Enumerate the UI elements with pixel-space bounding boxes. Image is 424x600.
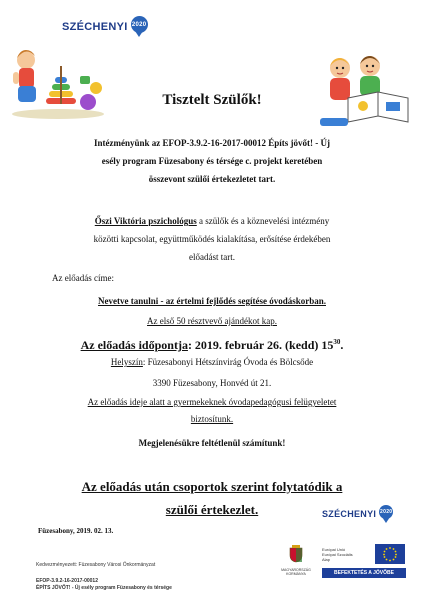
children-reading-illustration	[318, 52, 416, 130]
intro-paragraph	[0, 137, 424, 185]
project-code: EFOP-3.9.2-16-2017-00012	[36, 578, 98, 584]
logo-year: 2020	[379, 505, 393, 519]
szechenyi-logo-footer	[322, 505, 393, 523]
logo-text: SZÉCHENYI	[62, 20, 128, 33]
topic-title: Nevetve tanulni - az értelmi fejlődés segítése óvodáskorban.	[98, 296, 326, 306]
venue-address: 3390 Füzesabony, Honvéd út 21.	[152, 378, 272, 388]
government-logo	[276, 545, 316, 576]
schedule-minutes: 30	[333, 338, 341, 346]
speaker-paragraph	[0, 215, 424, 263]
supervision-paragraph	[0, 396, 424, 425]
coat-of-arms-icon	[289, 545, 303, 563]
groups-line: Az előadás után csoportok szerint folytatódik a	[81, 479, 343, 494]
schedule-label: Az előadás időpontja	[80, 338, 188, 352]
document-date: Füzesabony, 2019. 02. 13.	[38, 527, 114, 535]
page-title: Tisztelt Szülők!	[162, 92, 262, 108]
eu-text: Európai Szociális	[322, 551, 353, 557]
schedule-line: Az előadás időpontja: 2019. február 26. (kedd) $15^{30}$.	[80, 338, 344, 352]
intro-line: összevont szülői értekezletet tart.	[148, 174, 276, 184]
venue-name: : Füzesabonyi Hétszínvirág Óvoda és Bölcsőde	[142, 357, 314, 367]
logo-text: SZÉCHENYI	[322, 509, 377, 519]
speaker-text: előadást tart.	[189, 252, 235, 262]
invest-banner: BEFEKTETÉS A JÖVŐBE	[322, 568, 406, 578]
eu-flag-icon	[375, 544, 405, 564]
topic-label: Az előadás címe:	[52, 273, 114, 283]
speaker-text: a szülők és a köznevelési intézmény	[196, 216, 330, 226]
logo-badge	[379, 505, 393, 523]
closing-line: Megjelenésükre feltétlenül számítunk!	[138, 438, 286, 448]
eu-logo-block	[322, 544, 406, 578]
supervision-line: biztosítunk.	[190, 414, 234, 424]
eu-text: Európai Unió	[322, 546, 346, 552]
logo-badge	[131, 16, 148, 37]
speaker-text: közötti kapcsolat, együttműködés kialakítása, erősítése érdekében	[93, 234, 331, 244]
intro-line: Intézményünk az EFOP-3.9.2-16-2017-00012 Építs jövőt! - Új	[94, 138, 330, 148]
logo-year: 2020	[131, 16, 148, 33]
project-name: ÉPÍTS JÖVŐT! - Új esély program Füzesabony és térsége	[36, 585, 172, 591]
speaker-name: Őszi Viktória pszichológus	[94, 216, 197, 226]
intro-line: esély program Füzesabony és térsége c. projekt keretében	[101, 156, 323, 166]
gov-text: MAGYARORSZÁG	[281, 568, 311, 572]
beneficiary-text: Kedvezményezett: Füzesabony Városi Önkormányzat	[36, 562, 156, 568]
venue-line	[0, 356, 424, 368]
szechenyi-logo-top	[62, 16, 148, 37]
schedule-value: : 2019. február 26. (kedd) 15	[187, 338, 334, 352]
supervision-line: Az előadás ideje alatt a gyermekeknek óvodapedagógusi felügyeletet	[87, 397, 337, 407]
gift-note: Az első 50 résztvevő ajándékot kap.	[147, 316, 277, 326]
venue-label: Helyszín	[110, 357, 143, 367]
gov-text: KORMÁNYA	[286, 572, 306, 576]
groups-line: szülői értekezlet.	[165, 502, 259, 517]
eu-text: Alap	[322, 556, 331, 562]
